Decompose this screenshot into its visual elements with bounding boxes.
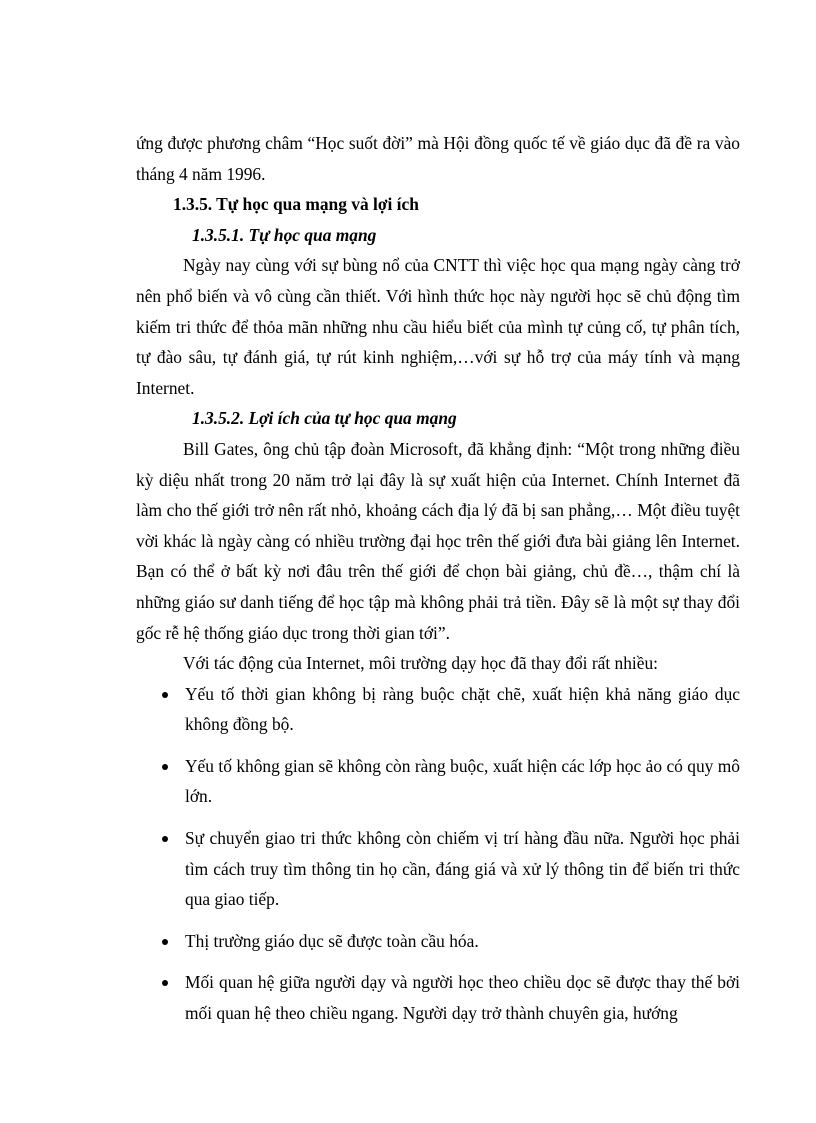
bullet-icon (162, 764, 168, 770)
bullet-icon (162, 980, 168, 986)
list-item (136, 679, 740, 740)
subsection-2-heading: 1.3.5.2. Lợi ích của tự học qua mạng (192, 408, 457, 429)
list-item (136, 823, 740, 915)
list-item (136, 751, 740, 812)
list-item-text: Yếu tố thời gian không bị ràng buộc chặt chẽ, xuất hiện khả năng giáo dục không đồng bộ. (185, 683, 740, 735)
section-heading: 1.3.5. Tự học qua mạng và lợi ích (173, 194, 419, 215)
subsection-1-body: Ngày nay cùng với sự bùng nổ của CNTT thì việc học qua mạng ngày càng trở nên phổ biến và vô cùng cần thiết. Với hình thức học này người học sẽ chủ động tìm kiếm tri thức để thỏa mãn những nhu cầu hiểu biết của mình tự củng cố, tự phân tích, tự đào sâu, tự đánh giá, tự rút kinh nghiệm,…với sự hỗ trợ của máy tính và mạng Internet. (136, 255, 740, 398)
list-item-text: Sự chuyển giao tri thức không còn chiếm vị trí hàng đầu nữa. Người học phải tìm cách truy tìm thông tin họ cần, đáng giá và xử lý thông tin để biến tri thức qua giao tiếp. (185, 828, 740, 910)
bullet-icon (162, 692, 168, 698)
bill-gates-quote: Bill Gates, ông chủ tập đoàn Microsoft, đã khẳng định: “Một trong những điều kỳ diệu nhất trong 20 năm trở lại đây là sự xuất hiện của Internet. Chính Internet đã làm cho thế giới trở nên rất nhỏ, khoảng cách địa lý đã bị san phẳng,… Một điều tuyệt vời khác là ngày càng có nhiều trường đại học trên thế giới đưa bài giảng lên Internet. Bạn có thể ở bất kỳ nơi đâu trên thế giới để chọn bài giảng, chủ đề…, thậm chí là những giáo sư danh tiếng để học tập mà không phải trả tiền. Đây sẽ là một sự thay đổi gốc rễ hệ thống giáo dục trong thời gian tới”. (136, 438, 740, 643)
list-item (136, 926, 740, 957)
list-item-text: Thị trường giáo dục sẽ được toàn cầu hóa. (185, 930, 479, 951)
subsection-1-heading: 1.3.5.1. Tự học qua mạng (192, 224, 377, 245)
bullet-lead: Với tác động của Internet, môi trường dạy học đã thay đổi rất nhiều: (183, 653, 659, 674)
bullet-icon (162, 939, 168, 945)
list-item (136, 967, 740, 1028)
bullet-icon (162, 836, 168, 842)
list-item-text: Yếu tố không gian sẽ không còn ràng buộc, xuất hiện các lớp học ảo có quy mô lớn. (185, 755, 740, 807)
page-content (136, 128, 740, 1029)
bullet-list (136, 679, 740, 1029)
intro-paragraph: ứng được phương châm “Học suốt đời” mà Hội đồng quốc tế về giáo dục đã đề ra vào tháng 4 năm 1996. (136, 133, 740, 184)
list-item-text: Mối quan hệ giữa người dạy và người học theo chiều dọc sẽ được thay thế bởi mối quan hệ theo chiều ngang. Người dạy trở thành chuyên gia, hướng (185, 972, 740, 1024)
